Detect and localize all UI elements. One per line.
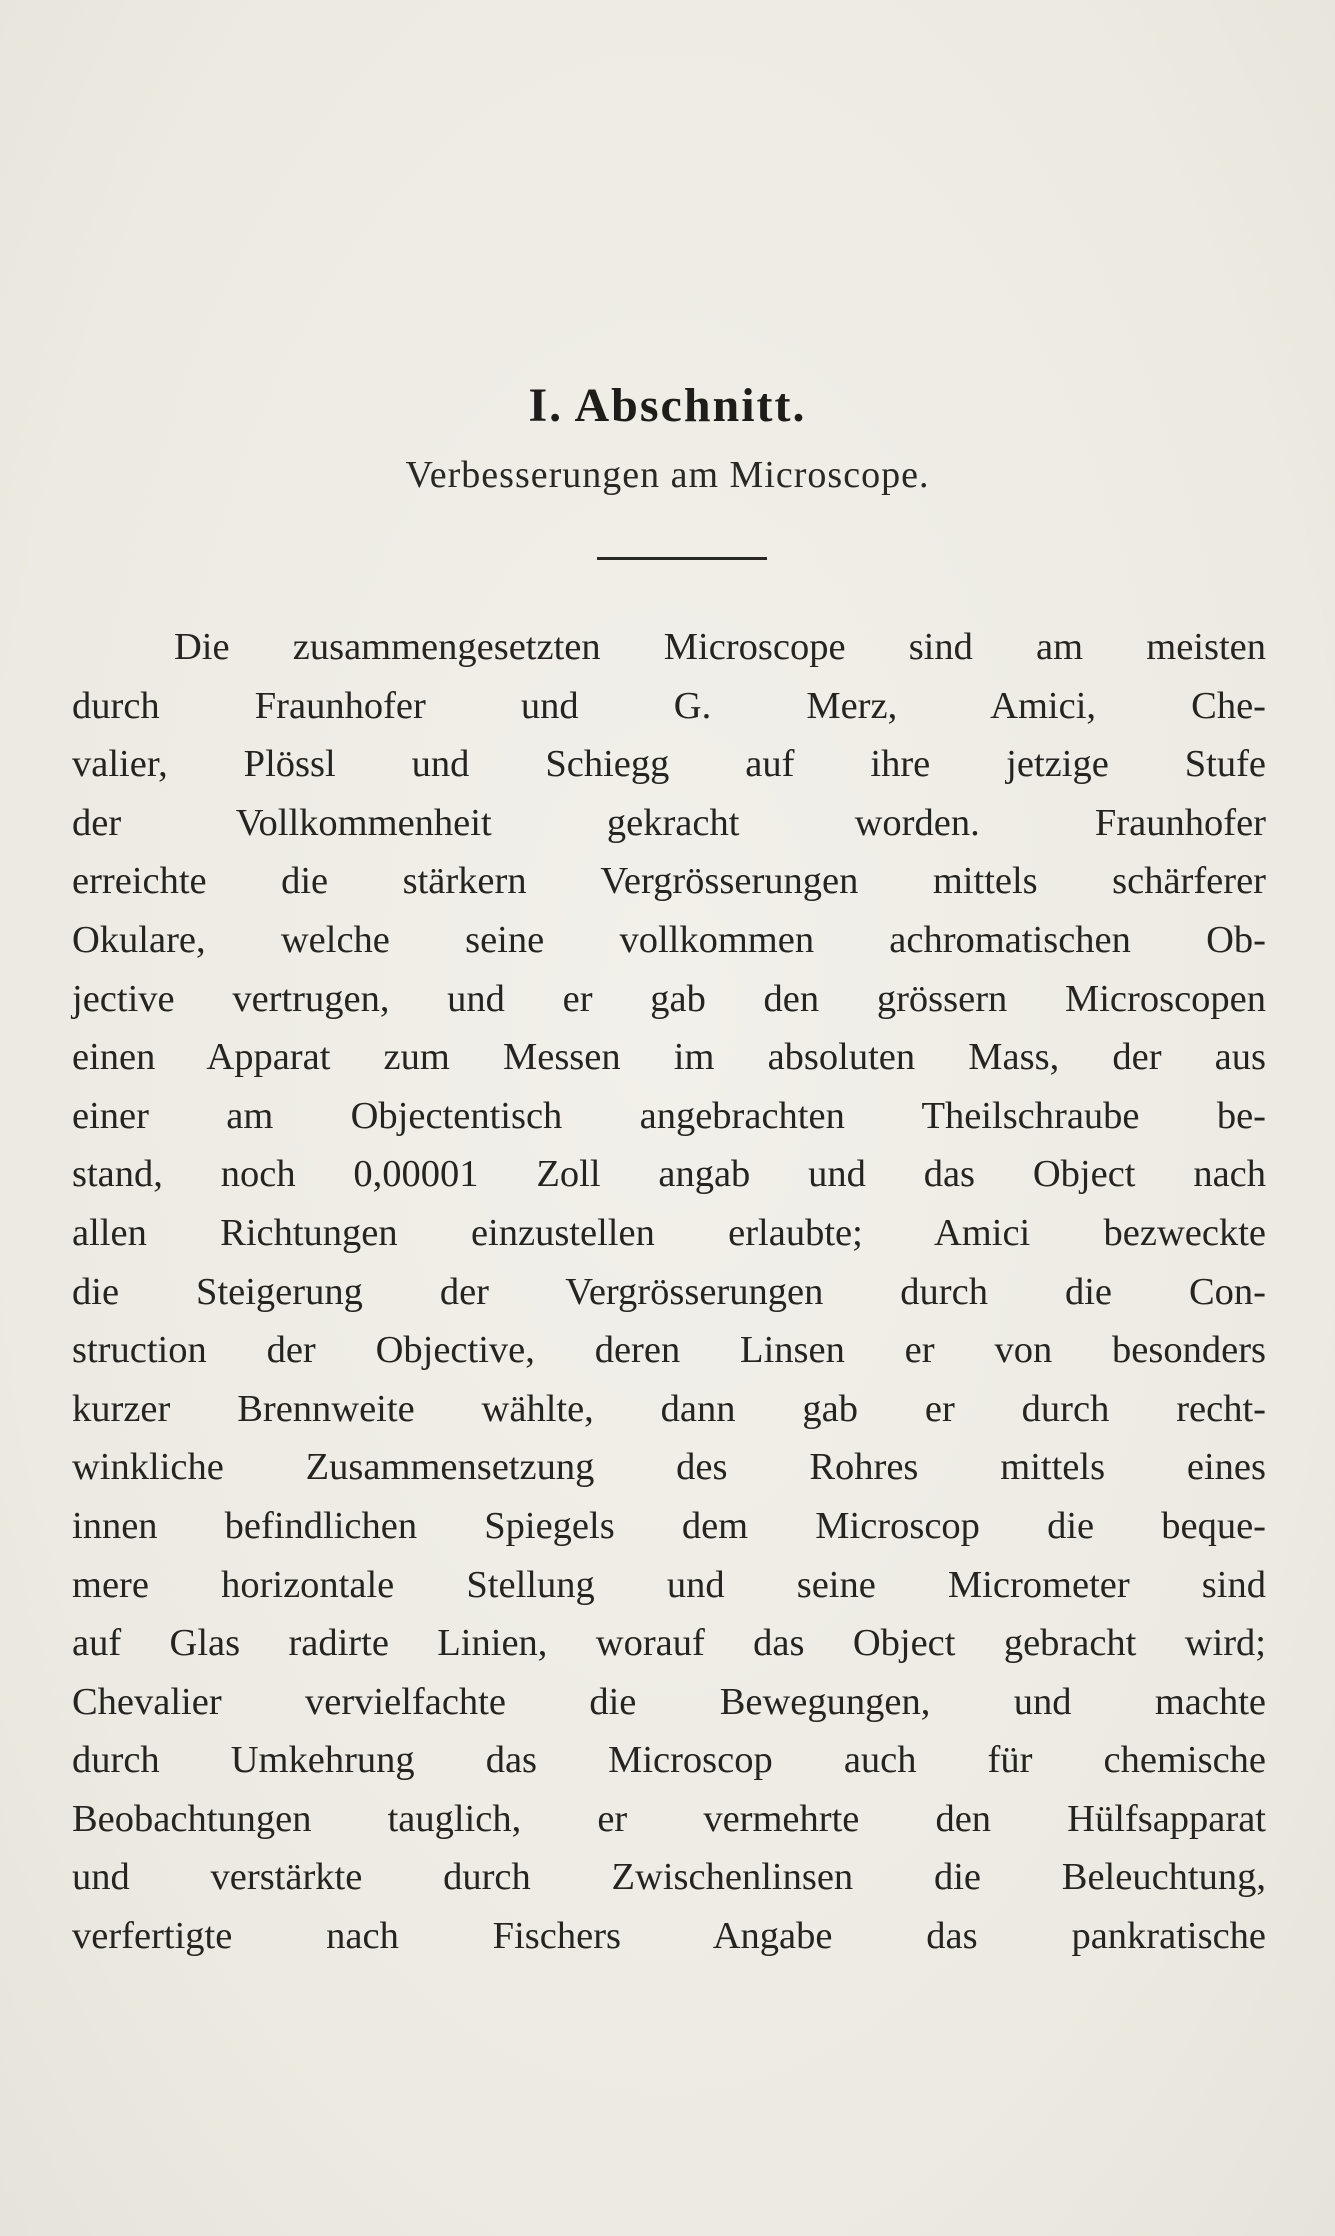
section-heading: I. Abschnitt.: [528, 379, 807, 432]
text-line: Chevalier vervielfachte die Bewegungen, und machte: [72, 1680, 1266, 1723]
text-line: allen Richtungen einzustellen erlaubte; Amici bezweckte: [72, 1211, 1266, 1254]
text-line: einen Apparat zum Messen im absoluten Mass, der aus: [72, 1036, 1266, 1079]
text-line: mere horizontale Stellung und seine Micrometer sind: [72, 1563, 1266, 1606]
text-line: Beobachtungen tauglich, er vermehrte den Hülfsapparat: [72, 1797, 1266, 1840]
body-paragraph: [72, 618, 1266, 1966]
text-line: struction der Objective, deren Linsen er von besonders: [72, 1329, 1266, 1372]
text-line: valier, Plössl und Schiegg auf ihre jetzige Stufe: [72, 743, 1266, 786]
text-line: kurzer Brennweite wählte, dann gab er durch recht-: [72, 1387, 1266, 1430]
section-subheading: Verbesserungen am Microscope.: [405, 454, 930, 496]
text-line: die Steigerung der Vergrösserungen durch die Con-: [72, 1270, 1266, 1313]
text-line: einer am Objectentisch angebrachten Theilschraube be-: [72, 1094, 1266, 1137]
text-line: auf Glas radirte Linien, worauf das Object gebracht wird;: [72, 1622, 1266, 1665]
text-line: winkliche Zusammensetzung des Rohres mittels eines: [72, 1446, 1266, 1489]
divider-rule: [597, 557, 767, 560]
text-line: stand, noch 0,00001 Zoll angab und das Object nach: [72, 1153, 1266, 1196]
text-line: erreichte die stärkern Vergrösserungen mittels schärferer: [72, 860, 1266, 903]
text-line: verfertigte nach Fischers Angabe das pankratische: [72, 1915, 1266, 1958]
text-line: Okulare, welche seine vollkommen achromatischen Ob-: [72, 918, 1266, 961]
text-line: durch Umkehrung das Microscop auch für chemische: [72, 1739, 1266, 1782]
text-line: jective vertrugen, und er gab den grössern Microscopen: [72, 977, 1266, 1020]
text-line: innen befindlichen Spiegels dem Microscop die beque-: [72, 1504, 1266, 1547]
text-line: durch Fraunhofer und G. Merz, Amici, Che-: [72, 684, 1266, 727]
text-line: der Vollkommenheit gekracht worden. Fraunhofer: [72, 801, 1266, 844]
text-line: und verstärkte durch Zwischenlinsen die Beleuchtung,: [72, 1856, 1266, 1899]
text-line: Die zusammengesetzten Microscope sind am meisten: [174, 626, 1266, 668]
